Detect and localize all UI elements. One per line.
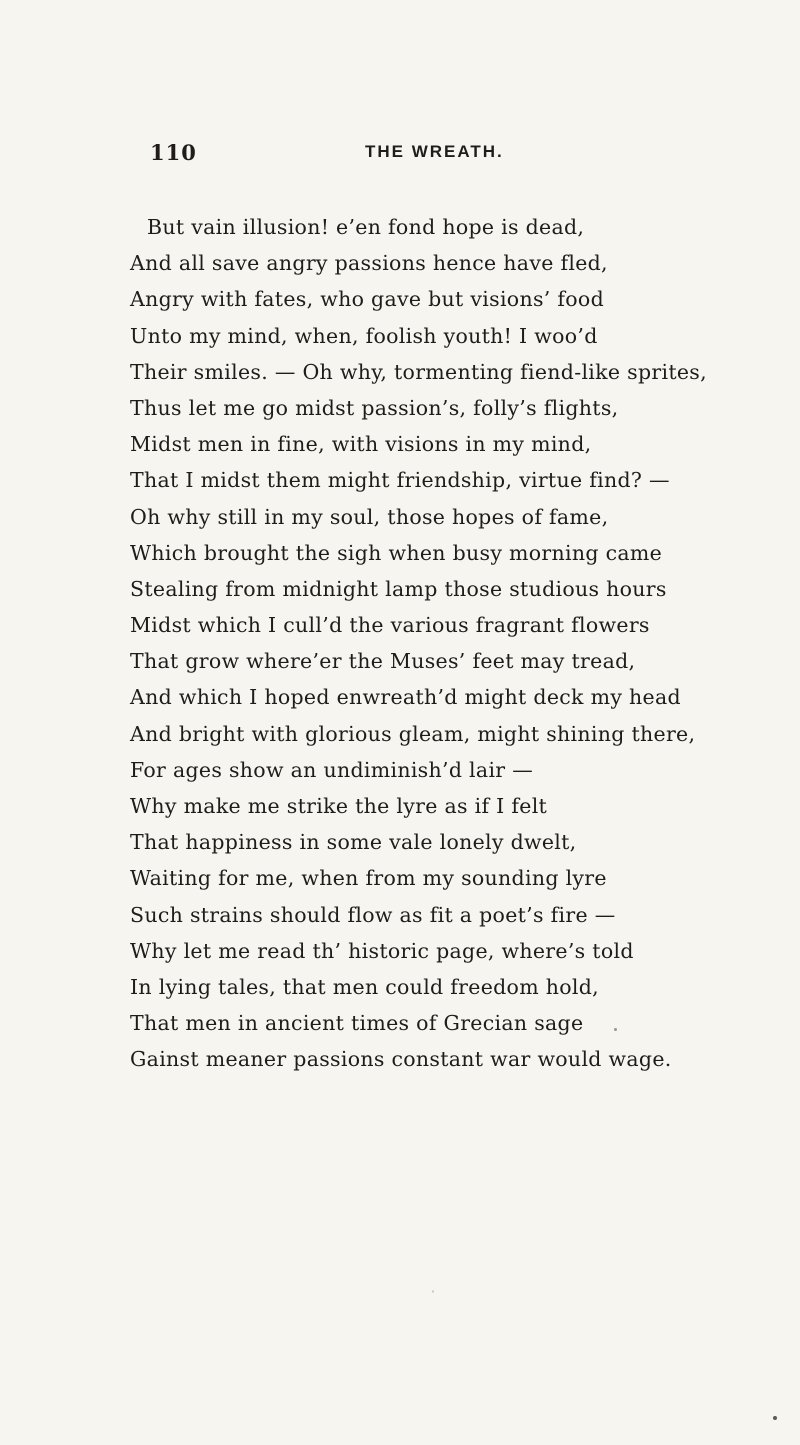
paper-speck [614, 1028, 617, 1031]
poem-line: Angry with fates, who gave but visions’ food [130, 287, 604, 312]
poem-line: Which brought the sigh when busy morning came [130, 540, 663, 565]
poem-line: That happiness in some vale lonely dwelt, [130, 830, 577, 855]
poem-line: Midst which I cull’d the various fragrant flowers [130, 613, 650, 638]
paper-speck [773, 1416, 777, 1420]
poem-line: Stealing from midnight lamp those studious hours [130, 576, 667, 601]
running-title: THE WREATH. [365, 142, 504, 161]
poem-line: Thus let me go midst passion’s, folly’s flights, [130, 395, 619, 420]
poem-text [0, 209, 800, 1078]
poem-line: Unto my mind, when, foolish youth! I woo’d [130, 323, 598, 348]
poem-line: Gainst meaner passions constant war would wage. [130, 1047, 672, 1072]
poem-line: And all save angry passions hence have fled, [130, 251, 608, 276]
poem-line: That men in ancient times of Grecian sage [130, 1011, 584, 1036]
poem-line: And bright with glorious gleam, might shining there, [130, 721, 696, 746]
poem-line: Such strains should flow as fit a poet’s fire — [130, 902, 616, 927]
poem-line: For ages show an undiminish’d lair — [130, 757, 534, 782]
poem-line: Waiting for me, when from my sounding lyre [130, 866, 607, 891]
poem-line: Oh why still in my soul, those hopes of fame, [130, 504, 609, 529]
page-header [0, 140, 800, 170]
poem-line: That grow where’er the Muses’ feet may tread, [130, 649, 636, 674]
page-number: 110 [150, 140, 197, 165]
paper-speck [432, 1290, 434, 1293]
poem-line: Why let me read th’ historic page, where’s told [130, 938, 634, 963]
poem-line: And which I hoped enwreath’d might deck my head [130, 685, 681, 710]
poem-line: But vain illusion! e’en fond hope is dead, [147, 215, 585, 239]
poem-line: Their smiles. — Oh why, tormenting fiend-like sprites, [130, 359, 707, 384]
poem-line: Why make me strike the lyre as if I felt [130, 794, 548, 818]
poem-line: In lying tales, that men could freedom hold, [130, 974, 599, 999]
poem-line: Midst men in fine, with visions in my mind, [130, 432, 592, 457]
poem-line: That I midst them might friendship, virtue find? — [130, 468, 670, 493]
